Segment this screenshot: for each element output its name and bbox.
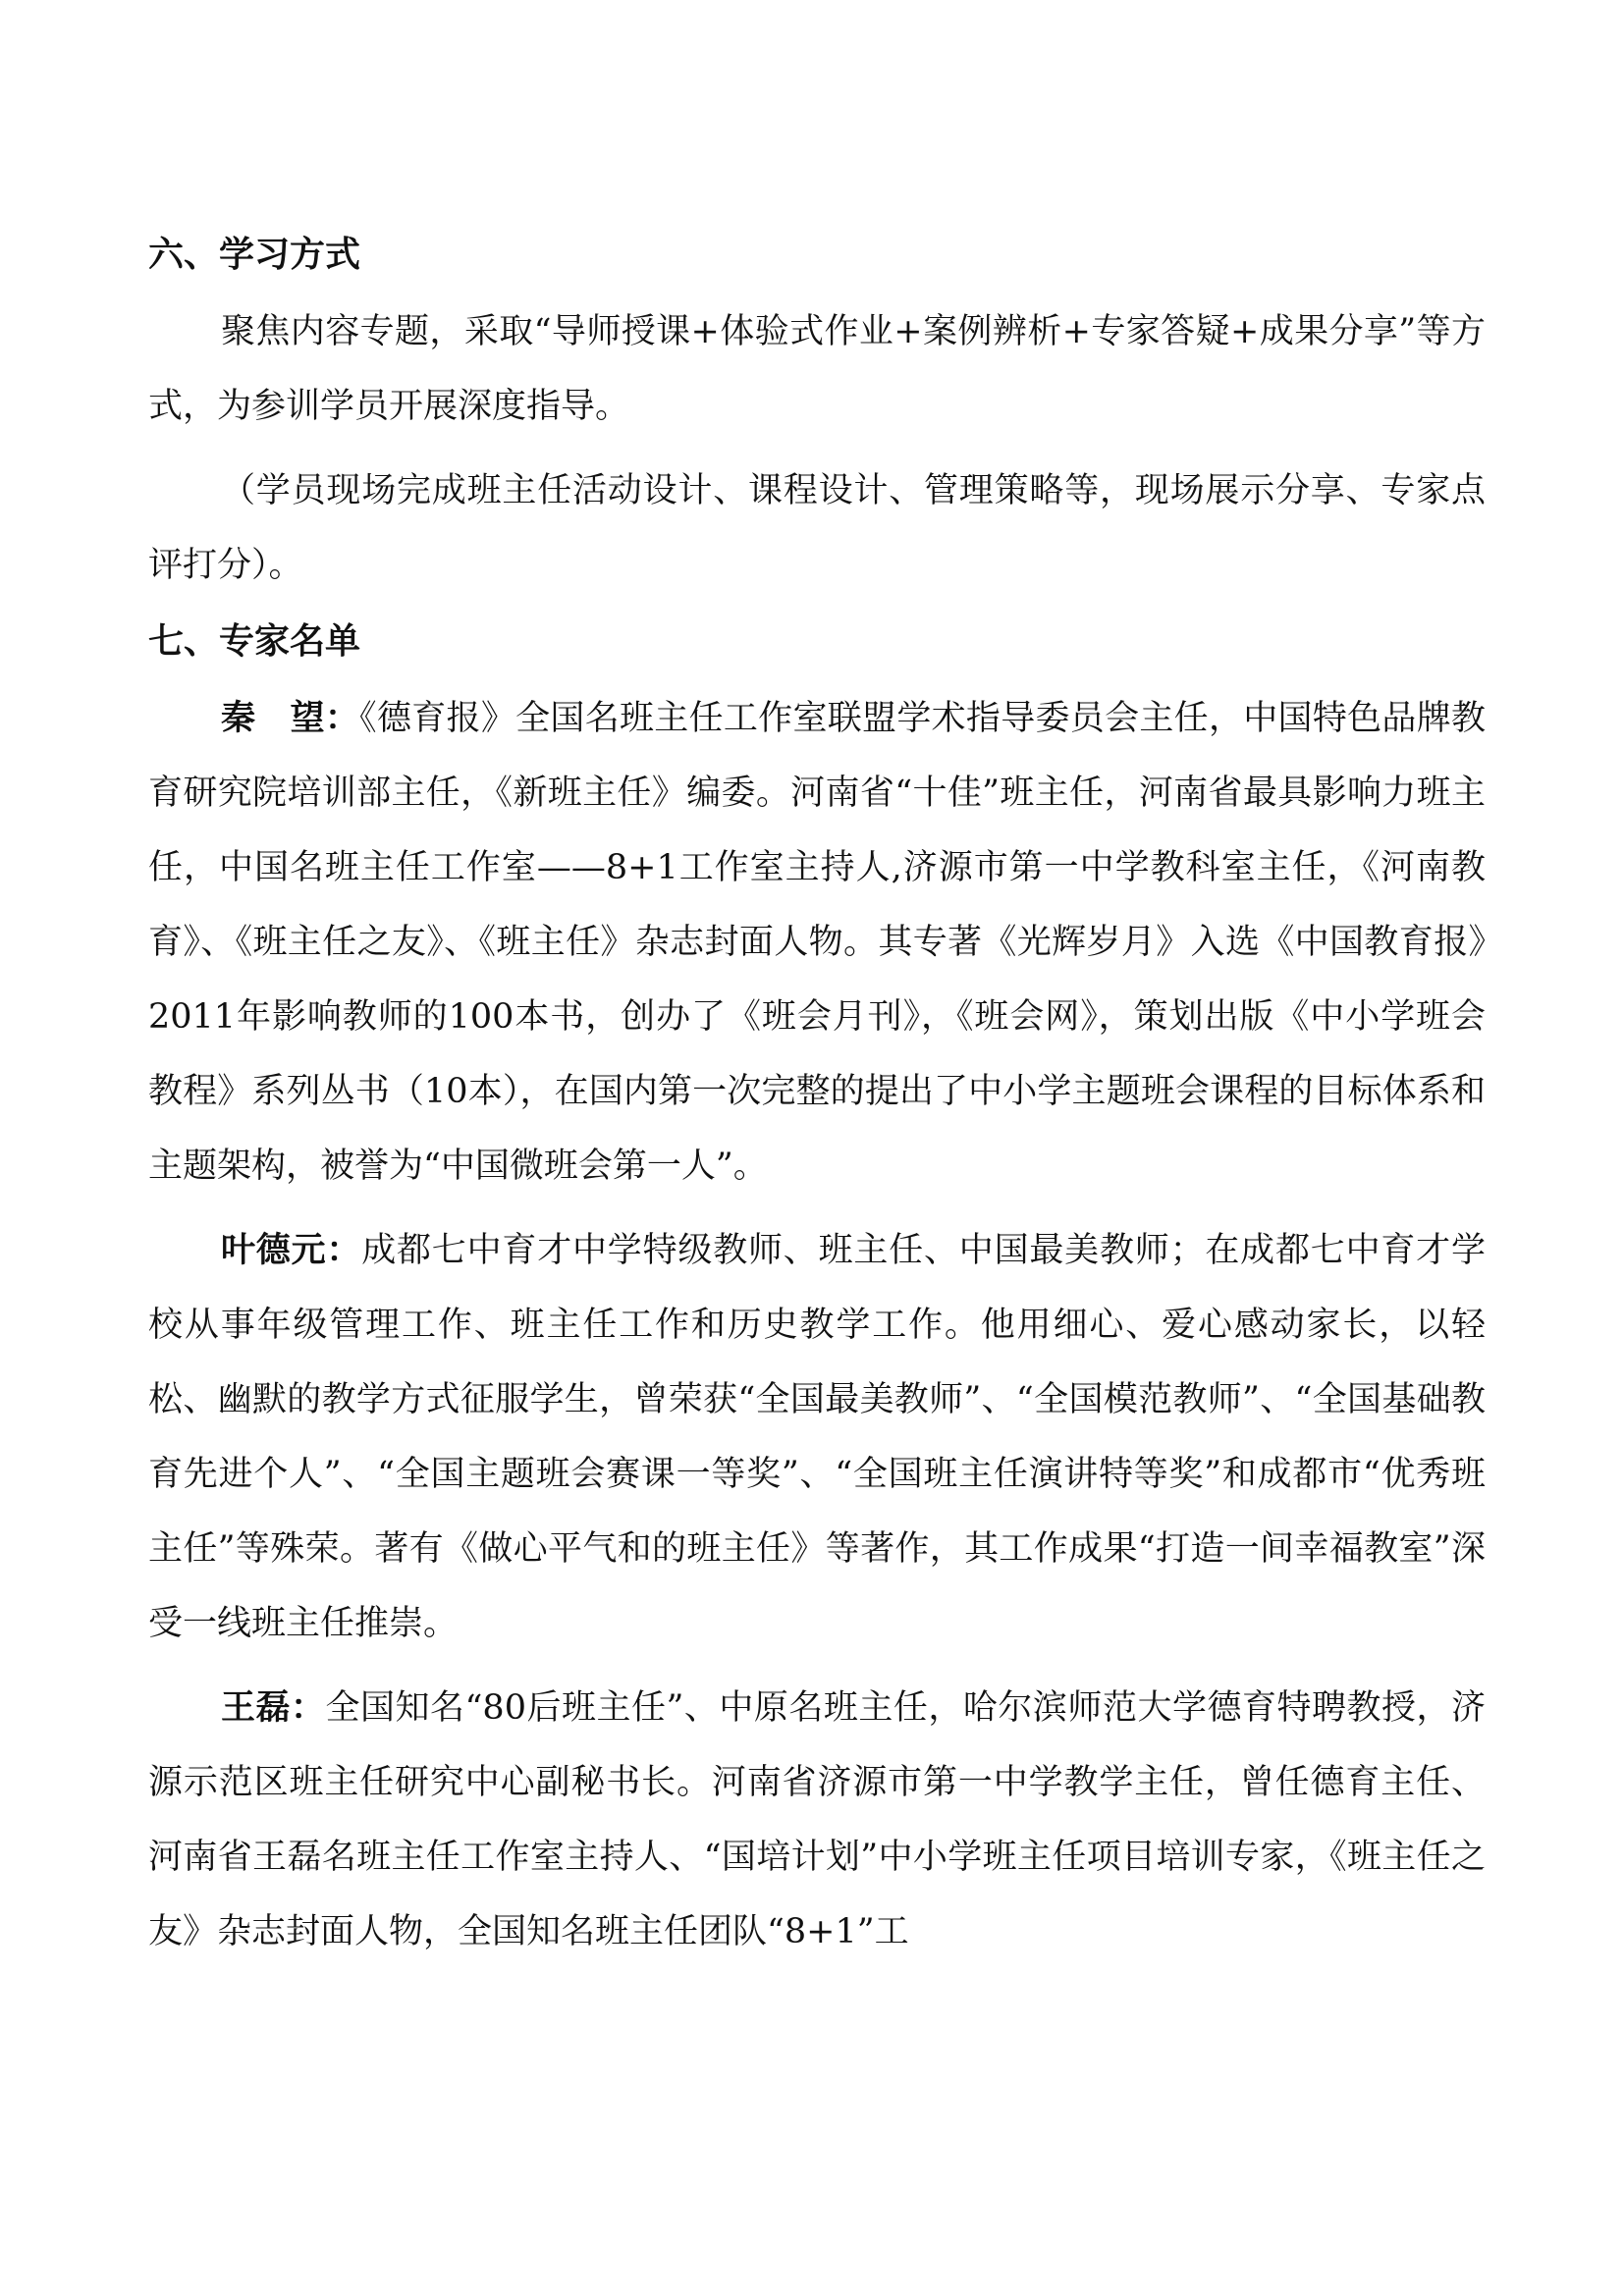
expert-entry-wang-lei bbox=[148, 1671, 1486, 1969]
learning-method-paragraph: 聚焦内容专题，采取“导师授课+体验式作业+案例辨析+专家答疑+成果分享”等方式，为参训学员开展深度指导。 bbox=[148, 312, 1486, 426]
learning-method-note: （学员现场完成班主任活动设计、课程设计、管理策略等，现场展示分享、专家点评打分）。 bbox=[148, 471, 1486, 585]
expert-bio: 全国知名“80后班主任”、中原名班主任，哈尔滨师范大学德育特聘教授，济源示范区班主任研究中心副秘书长。河南省济源市第一中学教学主任，曾任德育主任、河南省王磊名班主任工作室主持人、“国培计划”中小学班主任项目培训专家，《班主任之友》杂志封面人物，全国知名班主任团队“8+1”工 bbox=[148, 1688, 1486, 1951]
expert-entry-ye-deyuan bbox=[148, 1213, 1486, 1661]
expert-bio: 成都七中育才中学特级教师、班主任、中国最美教师；在成都七中育才学校从事年级管理工作、班主任工作和历史教学工作。他用细心、爱心感动家长，以轻松、幽默的教学方式征服学生，曾荣获“全国最美教师”、“全国模范教师”、“全国基础教育先进个人”、“全国主题班会赛课一等奖”、“全国班主任演讲特等奖”和成都市“优秀班主任”等殊荣。著有《做心平气和的班主任》等著作，其工作成果“打造一间幸福教室”深受一线班主任推崇。 bbox=[148, 1231, 1486, 1643]
section-heading-expert-list: 七、专家名单 bbox=[148, 621, 361, 662]
section-heading-learning-method: 六、学习方式 bbox=[148, 235, 361, 275]
page-content bbox=[148, 216, 1486, 1969]
expert-name: 叶德元： bbox=[221, 1231, 362, 1270]
expert-name: 秦 望： bbox=[221, 699, 360, 738]
expert-name: 王磊： bbox=[221, 1688, 326, 1728]
expert-bio: 《德育报》全国名班主任工作室联盟学术指导委员会主任，中国特色品牌教育研究院培训部主任，《新班主任》编委。河南省“十佳”班主任，河南省最具影响力班主任，中国名班主任工作室——8+1工作室主持人,济源市第一中学教科室主任，《河南教育》、《班主任之友》、《班主任》杂志封面人物。其专著《光辉岁月》入选《中国教育报》2011年影响教师的100本书，创办了《班会月刊》，《班会网》，策划出版《中小学班会教程》系列丛书（10本），在国内第一次完整的提出了中小学主题班会课程的目标体系和主题架构，被誉为“中国微班会第一人”。 bbox=[148, 699, 1486, 1186]
expert-entry-qin-wang bbox=[148, 681, 1486, 1203]
